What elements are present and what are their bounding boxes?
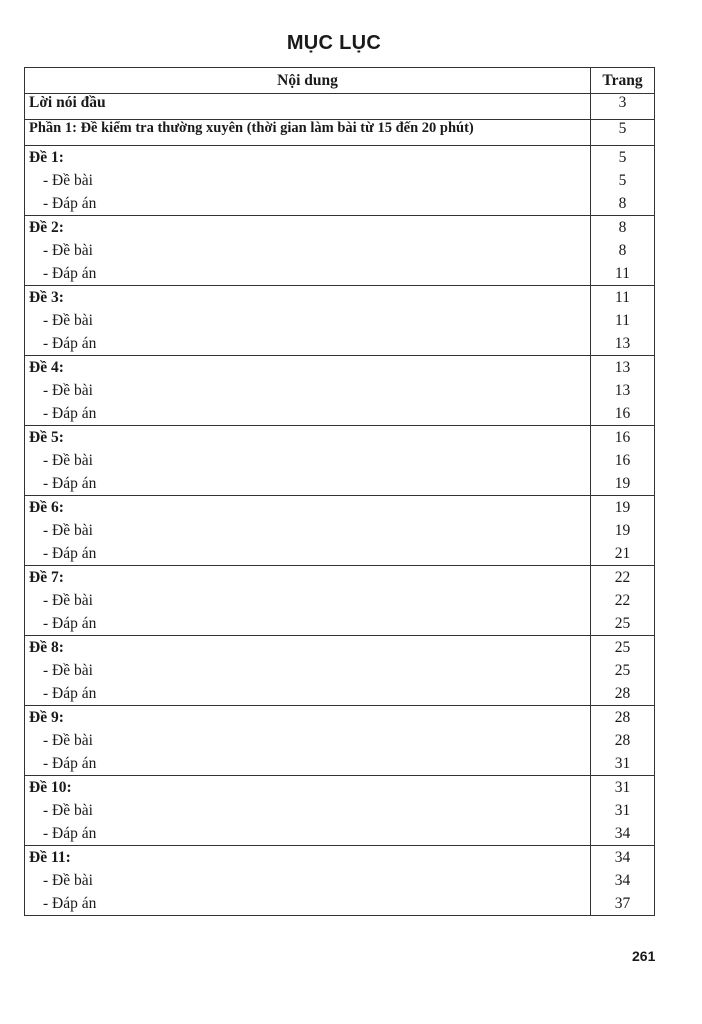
section-content: [25, 356, 591, 426]
sub-item-page: 34: [614, 825, 631, 842]
section-label: Đề 7:: [29, 569, 64, 586]
sub-item-page: 5: [618, 172, 627, 189]
sub-item-page: 19: [614, 475, 631, 492]
section-pages: [591, 356, 655, 426]
toc-table: [24, 67, 655, 916]
section-row: [25, 706, 655, 776]
sub-item-label: - Đáp án: [43, 895, 97, 912]
sub-item-label: - Đề bài: [43, 872, 93, 889]
section-content: [25, 216, 591, 286]
sub-item-page: 8: [618, 195, 627, 212]
entry-page: 5: [591, 120, 655, 146]
table-header-row: [25, 68, 655, 94]
sub-item-page: 25: [614, 615, 631, 632]
section-page: 31: [614, 779, 631, 796]
section-content: [25, 776, 591, 846]
header-page: Trang: [591, 68, 655, 94]
section-page: 11: [615, 289, 630, 306]
sub-item-label: - Đề bài: [43, 732, 93, 749]
section-page: 22: [614, 569, 631, 586]
section-row: [25, 566, 655, 636]
section-row: [25, 846, 655, 916]
sub-item-page: 31: [614, 755, 631, 772]
section-pages: [591, 636, 655, 706]
section-row: [25, 216, 655, 286]
header-content: Nội dung: [25, 68, 591, 94]
section-content: [25, 636, 591, 706]
page-title: MỤC LỤC: [286, 32, 382, 54]
table-row: [25, 120, 655, 146]
section-label: Đề 8:: [29, 639, 64, 656]
section-content: [25, 286, 591, 356]
sub-item-label: - Đề bài: [43, 452, 93, 469]
sub-item-page: 19: [614, 522, 631, 539]
section-pages: [591, 146, 655, 216]
section-pages: [591, 776, 655, 846]
sub-item-label: - Đề bài: [43, 172, 93, 189]
section-row: [25, 636, 655, 706]
section-content: [25, 566, 591, 636]
entry-page: 3: [591, 94, 655, 120]
section-row: [25, 776, 655, 846]
sub-item-page: 28: [614, 732, 631, 749]
section-pages: [591, 426, 655, 496]
sub-item-label: - Đáp án: [43, 615, 97, 632]
section-pages: [591, 706, 655, 776]
section-page: 19: [614, 499, 631, 516]
sub-item-label: - Đề bài: [43, 802, 93, 819]
section-pages: [591, 216, 655, 286]
sub-item-page: 21: [614, 545, 631, 562]
section-content: [25, 846, 591, 916]
entry-label: Lời nói đầu: [25, 94, 591, 120]
table-row: [25, 94, 655, 120]
section-page: 25: [614, 639, 631, 656]
sub-item-label: - Đáp án: [43, 685, 97, 702]
sub-item-page: 37: [614, 895, 631, 912]
section-content: [25, 426, 591, 496]
section-label: Đề 5:: [29, 429, 64, 446]
section-pages: [591, 496, 655, 566]
sub-item-page: 16: [614, 452, 631, 469]
sub-item-page: 25: [614, 662, 631, 679]
section-pages: [591, 566, 655, 636]
sub-item-label: - Đề bài: [43, 312, 93, 329]
sub-item-label: - Đề bài: [43, 522, 93, 539]
sub-item-label: - Đáp án: [43, 405, 97, 422]
section-page: 28: [614, 709, 631, 726]
sub-item-page: 11: [615, 265, 630, 282]
sub-item-label: - Đề bài: [43, 592, 93, 609]
section-pages: [591, 846, 655, 916]
sub-item-label: - Đáp án: [43, 825, 97, 842]
sub-item-page: 8: [618, 242, 627, 259]
section-label: Đề 10:: [29, 779, 72, 796]
section-label: Đề 3:: [29, 289, 64, 306]
sub-item-page: 22: [614, 592, 631, 609]
sub-item-page: 31: [614, 802, 631, 819]
section-row: [25, 286, 655, 356]
section-row: [25, 496, 655, 566]
section-page: 8: [618, 219, 627, 236]
section-content: [25, 496, 591, 566]
section-label: Đề 4:: [29, 359, 64, 376]
sub-item-label: - Đáp án: [43, 545, 97, 562]
sub-item-page: 13: [614, 335, 631, 352]
section-label: Đề 11:: [29, 849, 71, 866]
page-number: 261: [632, 948, 656, 964]
entry-label: Phần 1: Đề kiểm tra thường xuyên (thời gian làm bài từ 15 đến 20 phút): [25, 120, 591, 146]
sub-item-page: 34: [614, 872, 631, 889]
sub-item-label: - Đáp án: [43, 265, 97, 282]
sub-item-label: - Đề bài: [43, 662, 93, 679]
sub-item-label: - Đáp án: [43, 195, 97, 212]
section-content: [25, 706, 591, 776]
section-pages: [591, 286, 655, 356]
sub-item-page: 11: [615, 312, 630, 329]
section-label: Đề 2:: [29, 219, 64, 236]
sub-item-page: 13: [614, 382, 631, 399]
sub-item-label: - Đáp án: [43, 755, 97, 772]
section-label: Đề 9:: [29, 709, 64, 726]
section-page: 5: [618, 149, 627, 166]
section-page: 13: [614, 359, 631, 376]
sub-item-label: - Đề bài: [43, 382, 93, 399]
section-label: Đề 1:: [29, 149, 64, 166]
sub-item-label: - Đáp án: [43, 475, 97, 492]
sub-item-label: - Đề bài: [43, 242, 93, 259]
section-row: [25, 356, 655, 426]
sub-item-label: - Đáp án: [43, 335, 97, 352]
sub-item-page: 28: [614, 685, 631, 702]
section-page: 34: [614, 849, 631, 866]
section-label: Đề 6:: [29, 499, 64, 516]
section-page: 16: [614, 429, 631, 446]
section-row: [25, 426, 655, 496]
section-row: [25, 146, 655, 216]
sub-item-page: 16: [614, 405, 631, 422]
section-content: [25, 146, 591, 216]
